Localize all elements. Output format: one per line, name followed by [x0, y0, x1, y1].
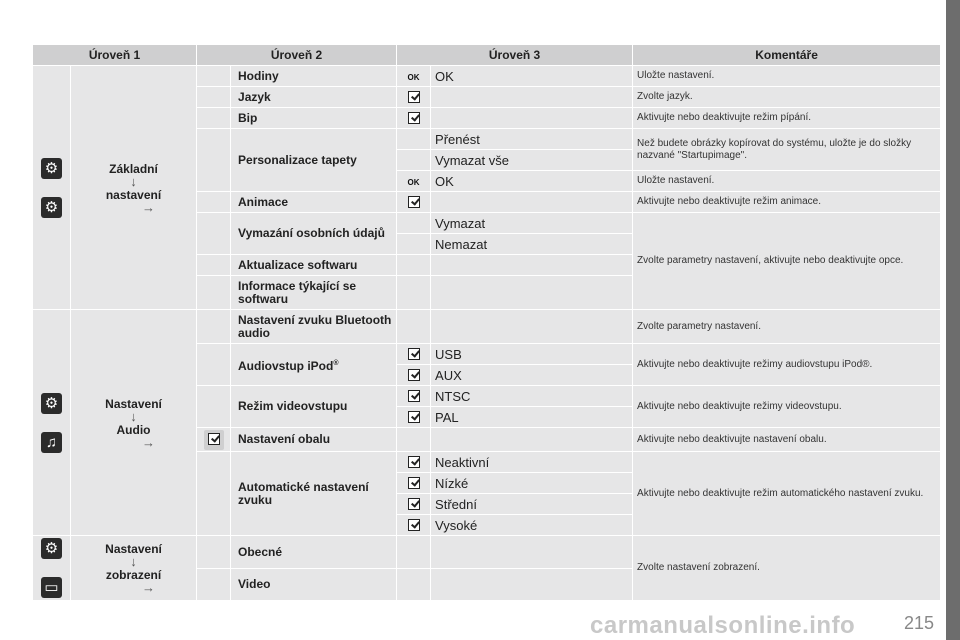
comment: Uložte nastavení.: [633, 171, 941, 192]
level3-item: Neaktivní: [431, 452, 633, 473]
section3-icons: [33, 536, 71, 601]
level2-item: Obecné: [231, 536, 397, 569]
settings-table: [32, 44, 941, 601]
checkbox-icon: [408, 369, 420, 381]
section2-label: [71, 310, 197, 536]
level3-item: AUX: [431, 365, 633, 386]
level2-item: Vymazání osobních údajů: [231, 213, 397, 255]
checkbox-icon: [204, 430, 224, 450]
arrow-right-icon: →: [142, 580, 155, 595]
level2-item: Nastavení obalu: [231, 428, 397, 452]
level3-item: OK: [431, 66, 633, 87]
level2-item: Video: [231, 569, 397, 601]
comment: Zvolte jazyk.: [633, 87, 941, 108]
level3-item: Vymazat vše: [431, 150, 633, 171]
level3-item: Střední: [431, 494, 633, 515]
level3-item: OK: [431, 171, 633, 192]
section3-label: [71, 536, 197, 601]
level3-item: Nízké: [431, 473, 633, 494]
header-level3: Úroveň 3: [397, 45, 633, 66]
arrow-down-icon: ↓: [130, 554, 137, 569]
level1-text: Nastavení: [105, 542, 162, 556]
level2-item: Personalizace tapety: [231, 129, 397, 192]
header-level1: Úroveň 1: [33, 45, 197, 66]
checkbox-icon: [408, 196, 420, 208]
checkbox-icon: [408, 411, 420, 423]
level2-item: Nastavení zvuku Bluetooth audio: [231, 310, 397, 344]
table-header-row: [33, 45, 941, 66]
page-number: 215: [904, 613, 935, 633]
arrow-right-icon: →: [142, 434, 155, 450]
checkbox-icon: [408, 91, 420, 103]
page-side-bar: [946, 0, 960, 640]
level1-text: zobrazení: [105, 568, 162, 582]
checkbox-icon: [408, 112, 420, 124]
level2-item: Režim videovstupu: [231, 386, 397, 428]
comment: Zvolte parametry nastavení.: [633, 310, 941, 344]
comment: Aktivujte nebo deaktivujte režimy videovstupu.: [633, 386, 941, 428]
settings-icon: ⚙: [41, 393, 62, 414]
ok-icon: OK: [397, 66, 431, 87]
level2-item: Audiovstup iPod®: [231, 344, 397, 386]
level3-item: Přenést: [431, 129, 633, 150]
level1-text: Audio: [116, 422, 151, 437]
section1-label: [71, 66, 197, 310]
section2-icons: [33, 310, 71, 536]
level1-text: Základní: [109, 161, 158, 176]
settings-icon: ⚙: [41, 158, 62, 179]
header-comments: Komentáře: [633, 45, 941, 66]
header-level2: Úroveň 2: [197, 45, 397, 66]
comment: Zvolte nastavení zobrazení.: [633, 536, 941, 601]
comment: Aktivujte nebo deaktivujte režim animace.: [633, 192, 941, 213]
table-row: [33, 66, 941, 87]
level2-item: Hodiny: [231, 66, 397, 87]
level2-item: Animace: [231, 192, 397, 213]
level1-text: nastavení: [105, 187, 162, 202]
level2-item: Jazyk: [231, 87, 397, 108]
checkbox-icon: [408, 456, 420, 468]
level3-item: Nemazat: [431, 234, 633, 255]
level2-item: Informace týkající se softwaru: [231, 276, 397, 310]
arrow-down-icon: ↓: [130, 173, 137, 189]
level2-item: Automatické nastavení zvuku: [231, 452, 397, 536]
comment: Aktivujte nebo deaktivujte režim pípání.: [633, 108, 941, 129]
checkbox-icon: [408, 348, 420, 360]
level3-item: NTSC: [431, 386, 633, 407]
checkbox-icon: [408, 519, 420, 531]
comment: Aktivujte nebo deaktivujte režim automatického nastavení zvuku.: [633, 452, 941, 536]
level2-item: Bip: [231, 108, 397, 129]
arrow-down-icon: ↓: [130, 408, 137, 424]
comment: Než budete obrázky kopírovat do systému, uložte je do složky nazvané "Startupimage".: [633, 129, 941, 171]
level3-item: PAL: [431, 407, 633, 428]
display-icon: ▭: [41, 577, 62, 598]
arrow-right-icon: →: [142, 199, 155, 215]
level1-text: Nastavení: [105, 396, 162, 411]
settings-icon: ⚙: [41, 197, 62, 218]
comment: Aktivujte nebo deaktivujte nastavení obalu.: [633, 428, 941, 452]
music-note-icon: ♫: [41, 432, 62, 453]
checkbox-icon: [408, 477, 420, 489]
table-row: [33, 310, 941, 344]
level3-item: Vymazat: [431, 213, 633, 234]
level3-item: USB: [431, 344, 633, 365]
watermark: carmanualsonline.info: [590, 612, 856, 639]
level2-item: Aktualizace softwaru: [231, 255, 397, 276]
checkbox-icon: [408, 498, 420, 510]
comment: Zvolte parametry nastavení, aktivujte nebo deaktivujte opce.: [633, 213, 941, 310]
settings-icon: ⚙: [41, 538, 62, 559]
table-row: [33, 536, 941, 569]
comment: Uložte nastavení.: [633, 66, 941, 87]
checkbox-icon: [408, 390, 420, 402]
level3-item: Vysoké: [431, 515, 633, 536]
ok-icon: OK: [397, 171, 431, 192]
comment: Aktivujte nebo deaktivujte režimy audiovstupu iPod®.: [633, 344, 941, 386]
section1-icons: [33, 66, 71, 310]
